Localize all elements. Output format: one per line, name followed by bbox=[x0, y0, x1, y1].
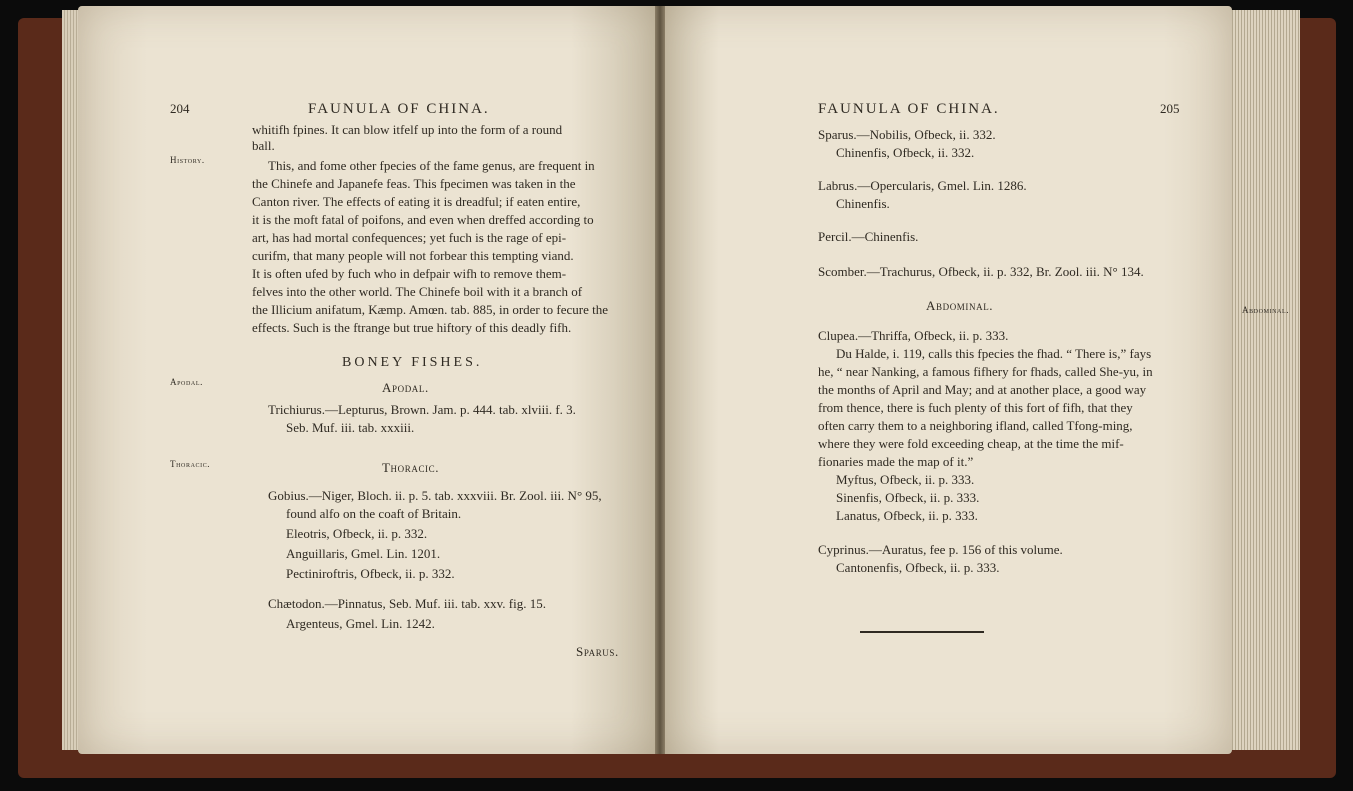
margin-note-thoracic: Thoracic. bbox=[170, 459, 211, 469]
right-text-line: Scomber.—Trachurus, Ofbeck, ii. p. 332, Br. Zool. iii. N° 134. bbox=[818, 264, 1144, 279]
left-text-line: curifm, that many people will not forbear this tempting viand. bbox=[252, 248, 574, 263]
right-text-line: where they were fold exceeding cheap, at the time the mif- bbox=[818, 436, 1124, 451]
thoracic-line: Gobius.—Niger, Bloch. ii. p. 5. tab. xxxviii. Br. Zool. iii. N° 95, bbox=[268, 488, 602, 503]
right-text-line: Cyprinus.—Auratus, fee p. 156 of this volume. bbox=[818, 542, 1063, 557]
right-text-line: the months of April and May; and at another place, a good way bbox=[818, 382, 1147, 397]
section-title-boney-fishes: BONEY FISHES. bbox=[342, 355, 483, 370]
page-number-left: 204 bbox=[170, 101, 190, 116]
left-page bbox=[78, 6, 658, 754]
left-text-line: the Illicium anifatum, Kæmp. Amœn. tab. 885, in order to fecure the bbox=[252, 302, 608, 317]
abdominal-heading: Abdominal. bbox=[926, 298, 994, 313]
left-text-line: effects. Such is the ftrange but true hiftory of this deadly fifh. bbox=[252, 320, 572, 335]
book-gutter bbox=[655, 6, 665, 754]
thoracic-line: Eleotris, Ofbeck, ii. p. 332. bbox=[286, 526, 428, 541]
left-text-line: Canton river. The effects of eating it is dreadful; if eaten entire, bbox=[252, 194, 581, 209]
page-number-right: 205 bbox=[1160, 101, 1180, 116]
margin-note-abdominal: Abdominal. bbox=[1242, 305, 1290, 315]
thoracic-heading: Thoracic. bbox=[382, 460, 440, 475]
right-text-line: Myftus, Ofbeck, ii. p. 333. bbox=[836, 472, 975, 487]
left-text-line: whitifh fpines. It can blow itfelf up into the form of a round bbox=[252, 122, 563, 137]
right-text-line: Percil.—Chinenfis. bbox=[818, 229, 919, 244]
left-text-line: This, and fome other fpecies of the fame genus, are frequent in bbox=[268, 158, 595, 173]
margin-note-apodal: Apodal. bbox=[170, 377, 203, 387]
left-text-line: it is the moft fatal of poifons, and even when dreffed according to bbox=[252, 212, 594, 227]
right-text-line: Clupea.—Thriffa, Ofbeck, ii. p. 333. bbox=[818, 328, 1009, 343]
left-text-line: It is often ufed by fuch who in defpair wifh to remove them- bbox=[252, 266, 567, 281]
running-head-left: FAUNULA OF CHINA. bbox=[308, 101, 490, 117]
left-text-line: ball. bbox=[252, 138, 275, 153]
right-text-line: Chinenfis, Ofbeck, ii. 332. bbox=[836, 145, 975, 160]
margin-note-history: History. bbox=[170, 155, 205, 165]
right-text-line: Du Halde, i. 119, calls this fpecies the fhad. “ There is,” fays bbox=[836, 346, 1152, 361]
thoracic-line: Chætodon.—Pinnatus, Seb. Muf. iii. tab. xxv. fig. 15. bbox=[268, 596, 546, 611]
thoracic-line: found alfo on the coaft of Britain. bbox=[286, 506, 462, 521]
apodal-heading: Apodal. bbox=[382, 380, 429, 395]
thoracic-line: Anguillaris, Gmel. Lin. 1201. bbox=[286, 546, 441, 561]
apodal-line: Trichiurus.—Lepturus, Brown. Jam. p. 444. tab. xlviii. f. 3. bbox=[268, 402, 576, 417]
right-text-line: often carry them to a neighboring ifland, called Tfong-ming, bbox=[818, 418, 1133, 433]
right-text-line: Lanatus, Ofbeck, ii. p. 333. bbox=[836, 508, 978, 523]
right-text-line: he, “ near Nanking, a famous fifhery for fhads, called She-yu, in bbox=[818, 364, 1153, 379]
right-text-line: Sparus.—Nobilis, Ofbeck, ii. 332. bbox=[818, 127, 996, 142]
running-head-right: FAUNULA OF CHINA. bbox=[818, 101, 1000, 117]
end-rule bbox=[860, 631, 984, 633]
left-text-line: art, has had mortal confequences; yet fuch is the rage of epi- bbox=[252, 230, 567, 245]
right-text-line: Chinenfis. bbox=[836, 196, 890, 211]
left-text-line: the Chinefe and Japanefe feas. This fpecimen was taken in the bbox=[252, 176, 576, 191]
right-page bbox=[662, 6, 1232, 754]
right-text-line: fionaries made the map of it.” bbox=[818, 454, 974, 469]
apodal-line: Seb. Muf. iii. tab. xxxiii. bbox=[286, 420, 415, 435]
left-text-line: felves into the other world. The Chinefe boil with it a branch of bbox=[252, 284, 583, 299]
right-text-line: from thence, there is fuch plenty of this fort of fifh, that they bbox=[818, 400, 1133, 415]
catchword: Sparus. bbox=[576, 644, 619, 659]
right-text-line: Cantonenfis, Ofbeck, ii. p. 333. bbox=[836, 560, 1000, 575]
right-text-line: Sinenfis, Ofbeck, ii. p. 333. bbox=[836, 490, 980, 505]
page-edges-right bbox=[1230, 10, 1300, 750]
right-text-line: Labrus.—Opercularis, Gmel. Lin. 1286. bbox=[818, 178, 1027, 193]
thoracic-line: Argenteus, Gmel. Lin. 1242. bbox=[286, 616, 435, 631]
thoracic-line: Pectiniroftris, Ofbeck, ii. p. 332. bbox=[286, 566, 455, 581]
